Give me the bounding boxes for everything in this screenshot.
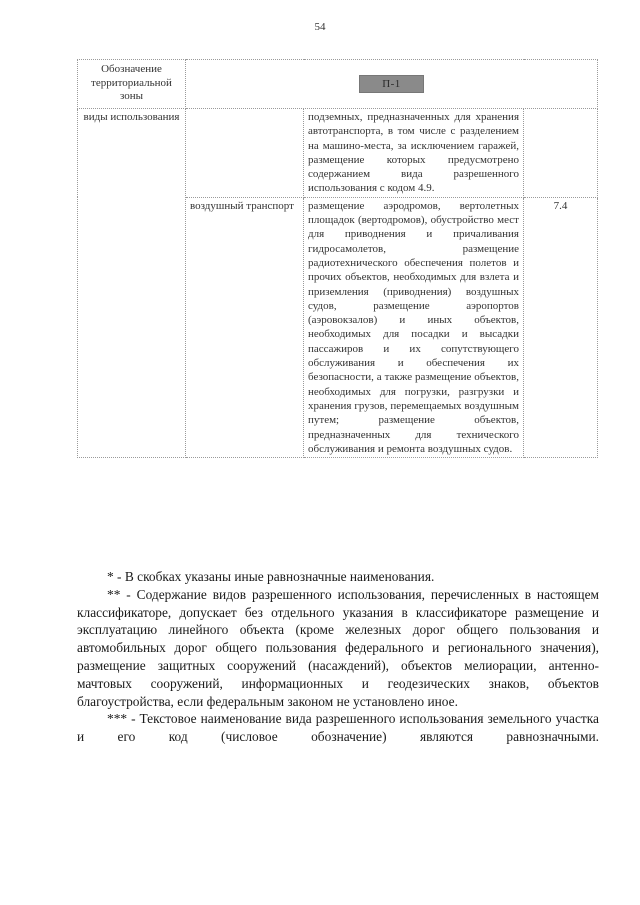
table-row-category bbox=[186, 109, 304, 198]
page-number: 54 bbox=[314, 21, 326, 33]
zone-code-badge: П-1 bbox=[359, 75, 424, 94]
footnotes bbox=[77, 568, 599, 746]
zone-designation-header: Обозначение территориальной зоны bbox=[78, 60, 186, 109]
table-row-category: воздушный транспорт bbox=[186, 197, 304, 457]
table-row-code: 7.4 bbox=[524, 197, 598, 457]
table-row-description: подземных, предназначенных для хранения автотранспорта, в том числе с разделением на машино-места, за исключением гаражей, размещение которых предусмотрено содержанием вида разрешенного использования с кодом 4.9. bbox=[304, 109, 524, 198]
footnote-1: * - В скобках указаны иные равнозначные наименования. bbox=[107, 569, 435, 584]
table-row-code bbox=[524, 109, 598, 198]
table-row-description: размещение аэродромов, вертолетных площадок (вертодромов), обустройство мест для приводнения и причаливания гидросамолетов, размещение радиотехнического обеспечения полетов и прочих объектов, необходимых для взлета и приземления (приводнения) воздушных судов, размещение аэропортов (аэровокзалов) и иных объектов, необходимых для посадки и высадки пассажиров и их сопутствующего обслуживания и обеспечения их безопасности, а также размещение объектов, необходимых для погрузки, разгрузки и хранения грузов, перемещаемых воздушным путем; размещение объектов, предназначенных для технического обслуживания и ремонта воздушных судов. bbox=[304, 197, 524, 457]
zone-table bbox=[77, 59, 598, 458]
table-row bbox=[78, 109, 598, 198]
footnote-3: *** - Текстовое наименование вида разрешенного использования земельного участка и его код (числовое обозначение) являются равнозначными. bbox=[77, 711, 599, 745]
usage-types-label: виды использования bbox=[78, 109, 186, 458]
zone-code-cell bbox=[186, 60, 598, 109]
footnote-2: ** - Содержание видов разрешенного использования, перечисленных в настоящем классификаторе, допускает без отдельного указания в классификаторе размещение и эксплуатацию линейного объекта (кроме железных дорог общего пользования и автомобильных дорог общего пользования федерального и регионального значения), размещение защитных сооружений (насаждений), объектов мелиорации, антенно-мачтовых сооружений, информационных и геодезических знаков, объектов благоустройства, если федеральным законом не установлено иное. bbox=[77, 586, 599, 709]
table-header-row bbox=[78, 60, 598, 109]
